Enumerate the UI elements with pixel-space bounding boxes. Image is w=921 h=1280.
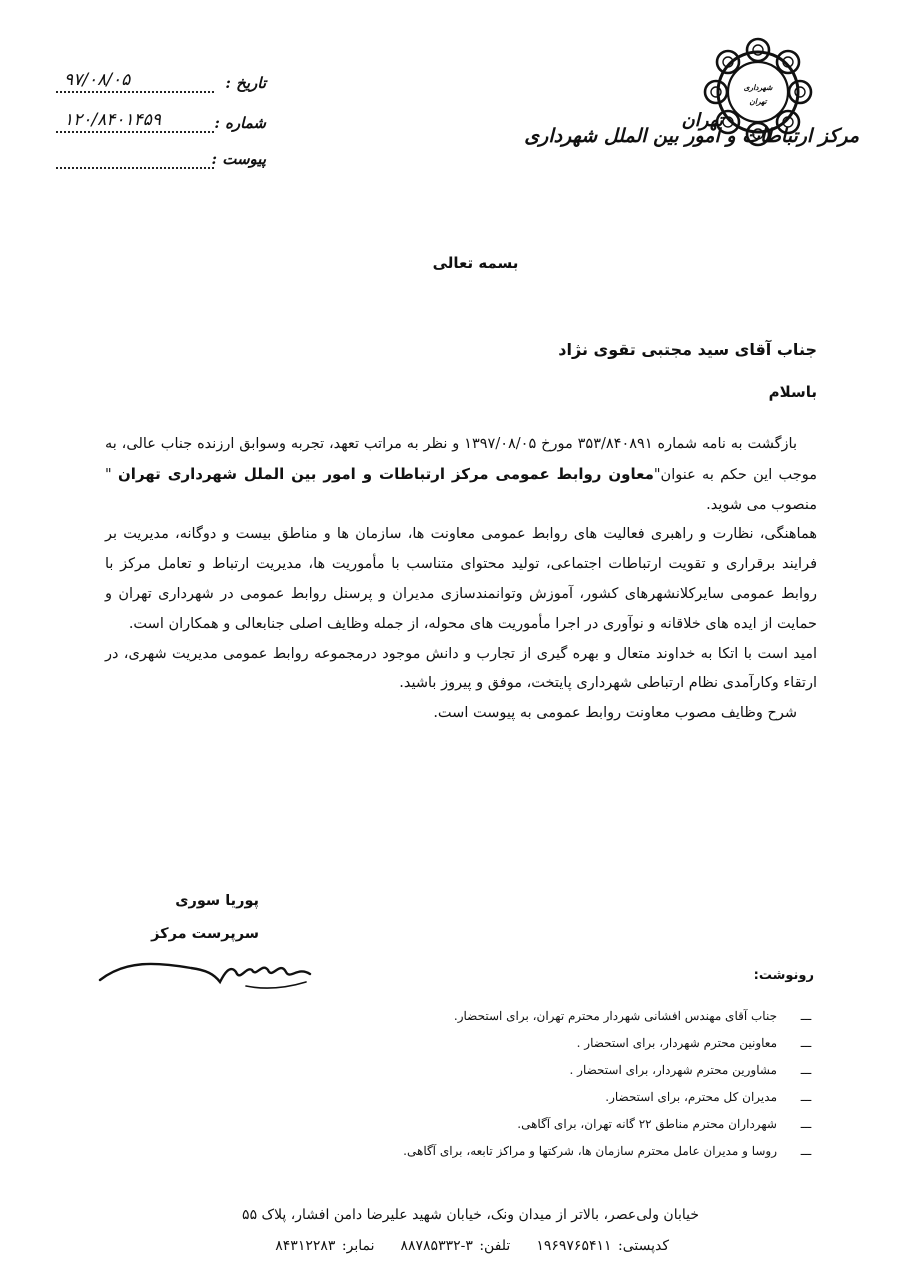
- date-dotted-line: [56, 91, 214, 93]
- cc-item-text: روسا و مدیران عامل محترم سازمان ها، شرکتها و مراکز تابعه، برای آگاهی.: [403, 1144, 777, 1158]
- greeting: باسلام: [768, 383, 817, 401]
- number-dotted-line: [56, 131, 214, 133]
- appointment-position-title: معاون روابط عمومی مرکز ارتباطات و امور بین الملل شهرداری تهران: [118, 464, 654, 483]
- cc-dash: ـــ: [800, 1063, 812, 1077]
- cc-item: [257, 1060, 817, 1087]
- date-value: ۹۷/۰۸/۰۵: [64, 70, 131, 90]
- footer-fax: نمابر: ۸۴۳۱۲۲۸۳: [275, 1238, 375, 1254]
- cc-item: [257, 1114, 817, 1141]
- org-name: مرکز ارتباطات و امور بین الملل شهرداری: [524, 125, 859, 147]
- cc-item-text: معاونین محترم شهردار، برای استحضار .: [576, 1036, 777, 1050]
- body-paragraph-duties: هماهنگی، نظارت و راهبری فعالیت های روابط عمومی معاونت ها، سازمان ها و مناطق بیست و دوگانه، مدیریت بر فرایند برقراری و تقویت ارتباطات اجتماعی، تولید محتوای متناسب با مأموریت ها، مدیریت ارتباط و تعامل مرکز با روابط عمومی سایرکلانشهرهای کشور، آموزش وتوانمندسازی مدیران و پرسنل روابط عمومی در شهرداری تهران و حمایت از ایده های خلاقانه و نوآوری در اجرا مأموریت های محوله، از جمله وظایف اصلی جنابعالی و همکاران است.: [105, 526, 817, 632]
- footer-postal-code: کدپستی: ۱۹۶۹۷۶۵۴۱۱: [536, 1238, 669, 1254]
- signatory-title: سرپرست مرکز: [151, 926, 259, 942]
- cc-item-text: جناب آقای مهندس افشانی شهردار محترم تهران، برای استحضار.: [453, 1009, 777, 1023]
- cc-dash: ـــ: [800, 1009, 812, 1023]
- appointment-text-end: " منصوب می شوید.: [105, 466, 817, 513]
- cc-dash: ـــ: [800, 1036, 812, 1050]
- seal-text-top: شهرداری: [743, 83, 773, 92]
- cc-title: رونوشت:: [753, 968, 814, 983]
- footer-phone: تلفن: ۳-۸۸۷۸۵۳۳۲: [400, 1238, 511, 1254]
- body-paragraph-attachment-note: شرح وظایف مصوب معاونت روابط عمومی به پیوست است.: [433, 705, 797, 722]
- footer-contact: [249, 1238, 669, 1254]
- letter-body: [105, 430, 817, 729]
- number-value: ۱۲۰/۸۴۰۱۴۵۹: [64, 110, 162, 130]
- cc-dash: ـــ: [800, 1144, 812, 1158]
- signatory-name: پوریا سوری: [175, 893, 259, 909]
- appointment-text-start: بازگشت به نامه شماره ۳۵۳/۸۴۰۸۹۱ مورخ ۱۳۹۷/۰۸/۰۵ و نظر به مراتب تعهد، تجربه وسوابق ارزنده جناب عالی، به موجب این حکم به عنوان": [105, 436, 818, 483]
- handwritten-signature: [96, 952, 316, 998]
- cc-item-text: مدیران کل محترم، برای استحضار.: [605, 1090, 777, 1104]
- org-name-city: تهران: [681, 110, 723, 131]
- cc-dash: ـــ: [800, 1117, 812, 1131]
- bismillah-heading: بسمه تعالی: [432, 254, 519, 272]
- number-label: شماره :: [214, 114, 266, 132]
- body-paragraph-wishes: امید است با اتکا به خداوند متعال و بهره گیری از تجارب و دانش موجود درمجموعه روابط عمومی مدیریت شهری، در ارتقاء وکارآمدی نظام ارتباطی شهرداری پایتخت، موفق و پیروز باشید.: [105, 645, 817, 692]
- meta-attachment-row: [56, 148, 266, 172]
- cc-item-text: مشاورین محترم شهردار، برای استحضار .: [569, 1063, 777, 1077]
- footer-address: خیابان ولی‌عصر، بالاتر از میدان ونک، خیابان شهید علیرضا دامن افشار، پلاک ۵۵: [242, 1207, 699, 1223]
- cc-list: [257, 1006, 817, 1168]
- cc-dash: ـــ: [800, 1090, 812, 1104]
- body-paragraph-appointment: [105, 430, 817, 520]
- cc-item: [257, 1006, 817, 1033]
- meta-date-row: [56, 72, 266, 96]
- cc-item: [257, 1033, 817, 1060]
- attachment-label: پیوست :: [211, 150, 266, 168]
- seal-text-bottom: تهران: [749, 97, 767, 106]
- cc-item: [257, 1087, 817, 1114]
- attachment-dotted-line: [56, 167, 214, 169]
- addressee: جناب آقای سید مجتبی تقوی نژاد: [558, 340, 817, 359]
- meta-number-row: [56, 112, 266, 136]
- cc-item-text: شهرداران محترم مناطق ۲۲ گانه تهران، برای آگاهی.: [517, 1117, 777, 1131]
- cc-item: [257, 1141, 817, 1168]
- date-label: تاریخ :: [225, 74, 266, 92]
